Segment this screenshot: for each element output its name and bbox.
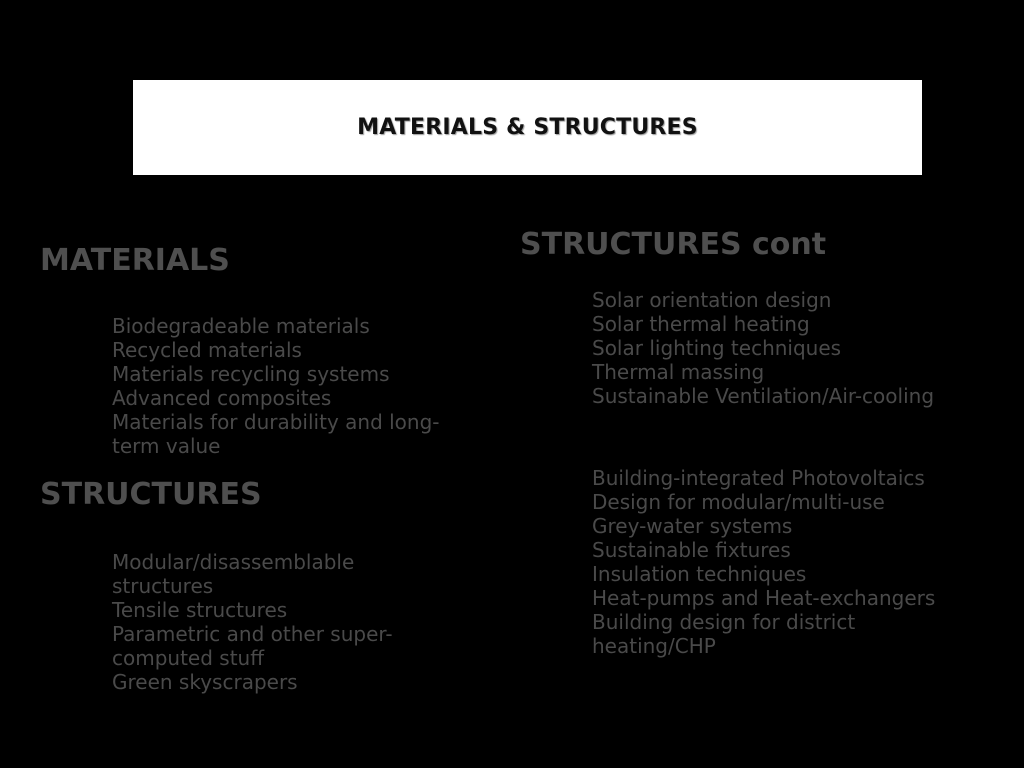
materials-list bbox=[112, 314, 452, 458]
structures-cont-list-1 bbox=[592, 288, 937, 408]
list-item: Grey-water systems bbox=[592, 514, 793, 538]
list-item: Tensile structures bbox=[112, 598, 288, 622]
list-item: Building-integrated Photovoltaics bbox=[592, 466, 925, 490]
list-item: Solar orientation design bbox=[592, 288, 832, 312]
title-box bbox=[133, 80, 922, 175]
list-item: Materials for durability and long-term value bbox=[112, 410, 440, 458]
list-item: Modular/disassemblable structures bbox=[112, 550, 355, 598]
list-item: Sustainable fixtures bbox=[592, 538, 791, 562]
structures-cont-list-2 bbox=[592, 466, 952, 658]
list-item: Advanced composites bbox=[112, 386, 332, 410]
list-item: Solar lighting techniques bbox=[592, 336, 842, 360]
list-item: Parametric and other super-computed stuff bbox=[112, 622, 393, 670]
list-item: Sustainable Ventilation/Air-cooling bbox=[592, 384, 935, 408]
list-item: Solar thermal heating bbox=[592, 312, 810, 336]
list-item: Building design for district heating/CHP bbox=[592, 610, 856, 658]
list-item: Biodegradeable materials bbox=[112, 314, 370, 338]
list-item: Recycled materials bbox=[112, 338, 302, 362]
list-item: Green skyscrapers bbox=[112, 670, 298, 694]
structures-cont-heading: STRUCTURES cont bbox=[520, 227, 827, 262]
list-item: Materials recycling systems bbox=[112, 362, 390, 386]
slide-title: MATERIALS & STRUCTURES bbox=[357, 115, 698, 140]
materials-heading: MATERIALS bbox=[40, 243, 230, 278]
list-item: Thermal massing bbox=[592, 360, 765, 384]
structures-heading: STRUCTURES bbox=[40, 477, 262, 512]
structures-list bbox=[112, 550, 452, 694]
list-item: Heat-pumps and Heat-exchangers bbox=[592, 586, 936, 610]
list-item: Design for modular/multi-use bbox=[592, 490, 885, 514]
list-item: Insulation techniques bbox=[592, 562, 807, 586]
